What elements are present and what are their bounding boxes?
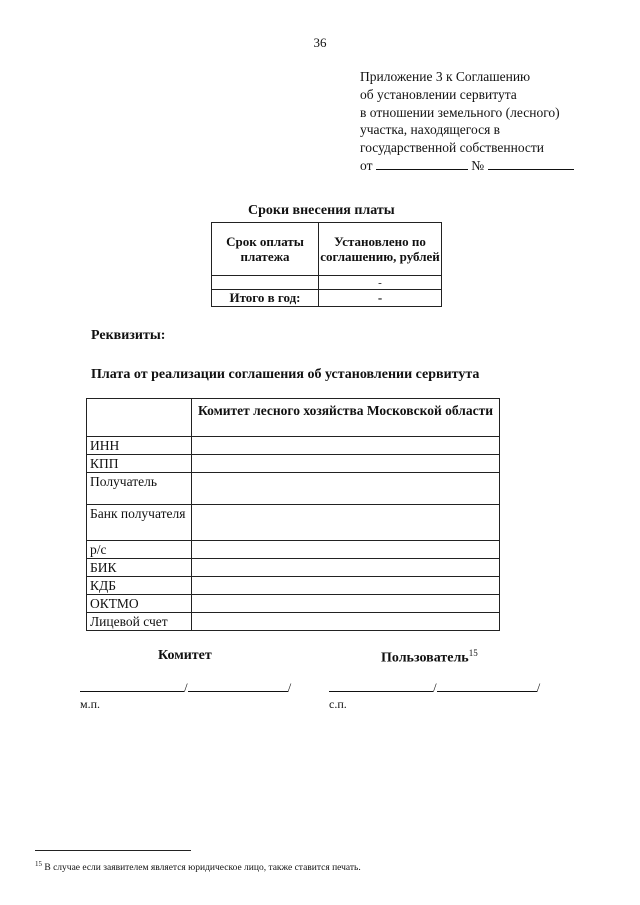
requisites-label: ОКТМО <box>87 595 192 613</box>
requisites-label: БИК <box>87 559 192 577</box>
appendix-line: Приложение 3 к Соглашению <box>360 69 531 84</box>
user-signature-title <box>381 648 478 667</box>
requisites-value <box>192 541 500 559</box>
schedule-col2-header: Установлено по соглашению, рублей <box>319 223 442 276</box>
date-prefix: от <box>360 157 373 173</box>
requisites-label: Банк получателя <box>87 505 192 541</box>
appendix-date-line <box>360 157 574 175</box>
requisites-title: Реквизиты: <box>91 328 166 343</box>
signature-blank <box>329 681 433 692</box>
requisites-label: КДБ <box>87 577 192 595</box>
schedule-total-label: Итого в год: <box>212 290 319 307</box>
name-blank <box>188 681 288 692</box>
footnote-number: 15 <box>35 860 42 868</box>
date-blank <box>376 158 468 170</box>
footnote-text: В случае если заявителем является юридическое лицо, также ставится печать. <box>44 863 361 874</box>
requisites-value <box>192 577 500 595</box>
requisites-value <box>192 473 500 505</box>
requisites-label: р/с <box>87 541 192 559</box>
appendix-line: об установлении сервитута <box>360 86 517 102</box>
number-sign: № <box>471 157 485 173</box>
page-number: 36 <box>313 35 327 50</box>
requisites-value <box>192 613 500 631</box>
schedule-total-value: - <box>319 290 442 307</box>
user-stamp-label: с.п. <box>329 697 347 711</box>
signature-slash: / <box>433 680 437 695</box>
requisites-label: Лицевой счет <box>87 613 192 631</box>
requisites-label: ИНН <box>87 437 192 455</box>
requisites-empty-header <box>87 399 192 437</box>
schedule-row-value: - <box>319 276 442 290</box>
user-signature-line <box>329 680 540 696</box>
appendix-header <box>360 68 574 175</box>
requisites-value <box>192 455 500 473</box>
signature-slash: / <box>184 680 188 695</box>
signature-slash: / <box>287 680 292 695</box>
requisites-org-header: Комитет лесного хозяйства Московской области <box>192 399 500 437</box>
appendix-line: участка, находящегося в <box>360 122 501 138</box>
requisites-value <box>192 559 500 577</box>
signature-slash: / <box>536 680 541 695</box>
requisites-value <box>192 437 500 455</box>
requisites-table <box>86 398 500 631</box>
fee-title: Плата от реализации соглашения об установлении сервитута <box>91 367 480 382</box>
user-signature-label: Пользователь <box>381 650 469 666</box>
name-blank <box>437 681 537 692</box>
requisites-value <box>192 595 500 613</box>
appendix-line: в отношении земельного (лесного) <box>360 104 560 120</box>
footnote-ref: 15 <box>468 648 478 658</box>
requisites-value <box>192 505 500 541</box>
schedule-title: Сроки внесения платы <box>248 203 395 218</box>
requisites-label: Получатель <box>87 473 192 505</box>
footnote <box>35 860 361 873</box>
requisites-label: КПП <box>87 455 192 473</box>
footnote-divider <box>35 850 191 851</box>
appendix-line: государственной собственности <box>360 140 545 156</box>
signature-blank <box>80 681 184 692</box>
committee-signature-title: Комитет <box>158 648 212 663</box>
committee-stamp-label: м.п. <box>80 697 101 711</box>
payment-schedule-table <box>211 222 442 307</box>
schedule-row-term <box>212 276 319 290</box>
schedule-col1-header: Срок оплаты платежа <box>212 223 319 276</box>
number-blank <box>488 158 574 170</box>
committee-signature-line <box>80 680 291 696</box>
